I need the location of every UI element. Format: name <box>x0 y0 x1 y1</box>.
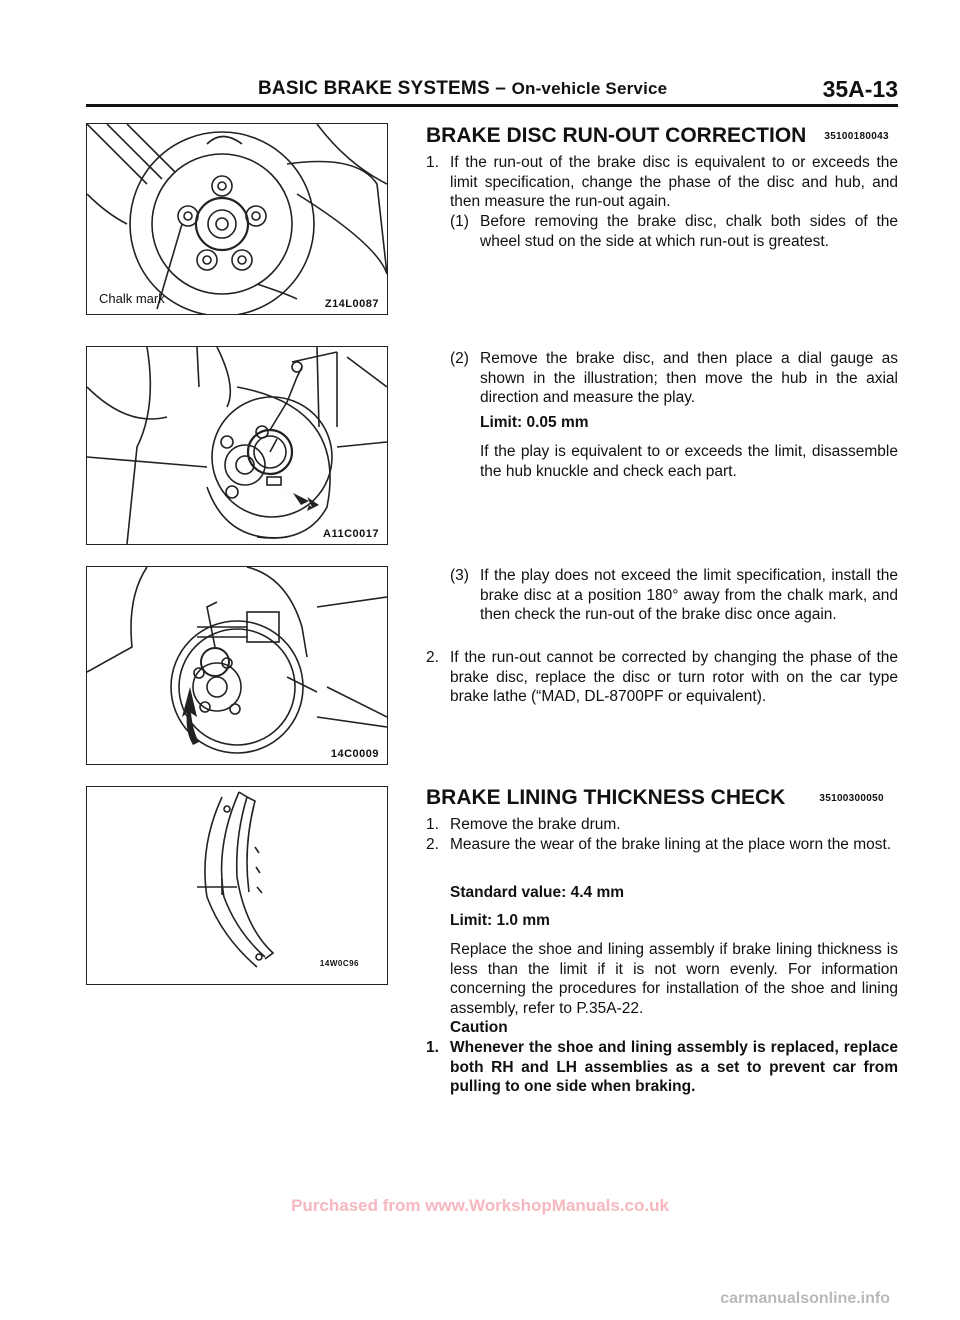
figure-disc-runout <box>86 566 388 765</box>
header-subtitle: On-vehicle Service <box>511 79 668 98</box>
caution-title: Caution <box>450 1019 508 1036</box>
lining-step-2: 2. Measure the wear of the brake lining at the place worn the most. <box>426 836 892 853</box>
substep-3: (3) If the play does not exceed the limit specification, install the brake disc at a position 180° away from the chalk mark, and then check the run-out of the brake disc once again. <box>450 567 898 623</box>
caution-item: 1. Whenever the shoe and lining assembly is replaced, replace both RH and LH assemblies as a set to prevent car from pulling to one side when braking. <box>426 1039 898 1095</box>
figure-code: Z14L0087 <box>324 298 379 310</box>
section-title-disc-runout: BRAKE DISC RUN-OUT CORRECTION 35100180043 <box>426 124 889 147</box>
figure-disc-chalk-mark <box>86 123 388 315</box>
header-rule <box>86 104 898 107</box>
disc-illustration <box>87 124 387 314</box>
lining-step-1: 1. Remove the brake drum. <box>426 816 621 833</box>
dial-gauge-illustration <box>87 347 387 544</box>
section-code: 35100180043 <box>824 130 889 142</box>
play-note: If the play is equivalent to or exceeds the limit, disassemble the hub knuckle and check each part. <box>480 443 898 480</box>
figure-brake-shoe <box>86 786 388 985</box>
figure-dial-gauge-hub <box>86 346 388 545</box>
limit-play: Limit: 0.05 mm <box>480 414 589 431</box>
standard-value: Standard value: 4.4 mm <box>450 884 625 901</box>
substep-1: (1) Before removing the brake disc, chalk both sides of the wheel stud on the side at which run-out is greatest. <box>450 213 898 250</box>
figure-label-chalk-mark: Chalk mark <box>99 291 165 306</box>
figure-code: 14W0C96 <box>319 959 359 968</box>
figure-code: 14C0009 <box>330 748 379 760</box>
page-header <box>86 76 898 106</box>
brake-shoe-illustration <box>87 787 387 984</box>
step-2: 2. If the run-out cannot be corrected by changing the phase of the brake disc, replace the disc or turn rotor with on the car type brake lathe (“MAD, DL-8700PF or equivalent). <box>426 649 898 705</box>
lining-note: Replace the shoe and lining assembly if brake lining thickness is less than the limit if it is not worn evenly. For information concerning the procedures for installation of the shoe and lining assembly, refer to P.35A-22. <box>450 941 898 1017</box>
substep-2: (2) Remove the brake disc, and then place a dial gauge as shown in the illustration; then move the hub in the axial direction and measure the play. <box>450 350 898 406</box>
footer-purchase-note: Purchased from www.WorkshopManuals.co.uk <box>291 1196 669 1215</box>
figure-code: A11C0017 <box>323 528 379 540</box>
page-number: 35A-13 <box>822 76 898 102</box>
section-title-lining-check: BRAKE LINING THICKNESS CHECK 35100300050 <box>426 786 884 809</box>
limit-lining: Limit: 1.0 mm <box>450 912 550 929</box>
section-code: 35100300050 <box>819 792 884 804</box>
runout-illustration <box>87 567 387 764</box>
site-watermark: carmanualsonline.info <box>720 1290 890 1307</box>
header-title: BASIC BRAKE SYSTEMS – On-vehicle Service <box>258 78 668 99</box>
step-1: 1. If the run-out of the brake disc is equivalent to or exceeds the limit specification, change the phase of the disc and hub, and then measure the run-out again. <box>426 154 898 210</box>
